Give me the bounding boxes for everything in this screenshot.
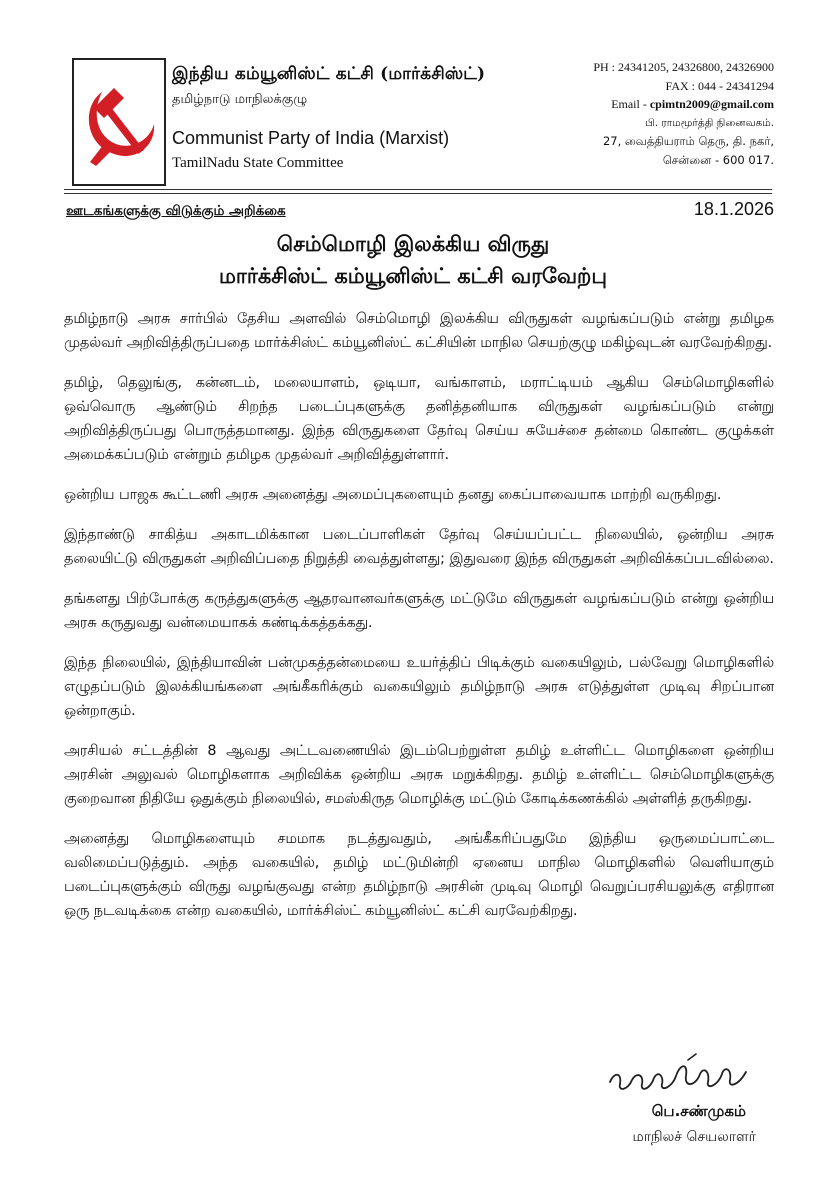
headline-line-2: மார்க்சிஸ்ட் கம்யூனிஸ்ட் கட்சி வரவேற்பு — [219, 264, 607, 288]
paragraph: தங்களது பிற்போக்கு கருத்துகளுக்கு ஆதரவானவர்களுக்கு மட்டுமே விருதுகள் வழங்கப்படும் என்று ஒன்றிய அரசு கருதுவது வன்மையாகக் கண்டிக்கத்தக்கது. — [64, 591, 774, 631]
handwritten-signature — [604, 1052, 754, 1104]
paragraph: ஒன்றிய பாஜக கூட்டணி அரசு அனைத்து அமைப்புகளையும் தனது கைப்பாவையாக மாற்றி வருகிறது. — [64, 487, 722, 503]
paragraph: இந்த நிலையில், இந்தியாவின் பன்முகத்தன்மையை உயர்த்திப் பிடிக்கும் வகையிலும், பல்வேறு மொழிகளில் எழுதப்படும் இலக்கியங்களை அங்கீகரிக்கும் வகையிலும் தமிழ்நாடு அரசு எடுத்துள்ள முடிவு சிறப்பான ஒன்றாகும். — [64, 655, 774, 719]
paragraph: அனைத்து மொழிகளையும் சமமாக நடத்துவதும், அங்கீகரிப்பதுமே இந்திய ஒருமைப்பாட்டை வலிமைப்படுத்தும். அந்த வகையில், தமிழ் மட்டுமின்றி ஏனைய மாநில மொழிகளில் வெளியாகும் படைப்புகளுக்கும் விருது வழங்குவது என்ற தமிழ்நாடு அரசின் முடிவு மொழி வெறுப்பரசியலுக்கு எதிரான ஒரு நடவடிக்கை என்ற வகையில், மார்க்சிஸ்ட் கம்யூனிஸ்ட் கட்சி வரவேற்கிறது. — [64, 831, 774, 919]
city-address: சென்னை - 600 017. — [662, 152, 774, 167]
phone-numbers: PH : 24341205, 24326800, 24326900 — [593, 60, 774, 74]
party-name-english: Communist Party of India (Marxist) — [172, 128, 450, 148]
contact-block — [593, 58, 774, 169]
email-line — [593, 95, 774, 114]
signer-name: பெ.சண்முகம் — [651, 1102, 746, 1120]
header-divider-top — [64, 189, 772, 190]
press-release-label: ஊடகங்களுக்கு விடுக்கும் அறிக்கை — [66, 203, 286, 219]
signer-designation: மாநிலச் செயலாளர் — [632, 1129, 756, 1145]
party-name-tamil: இந்திய கம்யூனிஸ்ட் கட்சி (மார்க்சிஸ்ட்) — [172, 64, 486, 84]
state-committee-english: TamilNadu State Committee — [172, 155, 344, 171]
state-committee-tamil: தமிழ்நாடு மாநிலக்குழு — [172, 92, 308, 107]
fax-number: FAX : 044 - 24341294 — [665, 78, 774, 93]
hammer-sickle-icon — [80, 78, 160, 170]
party-logo — [72, 58, 166, 186]
document-date: 18.1.2026 — [693, 199, 774, 219]
email-label: Email - — [611, 97, 650, 111]
statement-body — [64, 307, 774, 939]
paragraph: இந்தாண்டு சாகித்ய அகாடமிக்கான படைப்பாளிகள் தேர்வு செய்யப்பட்ட நிலையில், ஒன்றிய அரசு தலையிட்டு விருதுகள் அறிவிப்பதை நிறுத்தி வைத்துள்ளது; இதுவரை இந்த விருதுகள் அறிவிக்கப்படவில்லை. — [64, 527, 774, 567]
memorial-name: பி. ராமமூர்த்தி நினைவகம். — [645, 116, 774, 129]
header-divider-bottom — [64, 193, 772, 194]
paragraph: தமிழ்நாடு அரசு சார்பில் தேசிய அளவில் செம்மொழி இலக்கிய விருதுகள் வழங்கப்படும் என்று தமிழக முதல்வர் அறிவித்திருப்பதை மார்க்சிஸ்ட் கம்யூனிஸ்ட் கட்சியின் மாநில செயற்குழு மகிழ்வுடன் வரவேற்கிறது. — [64, 311, 774, 351]
email-address: cpimtn2009@gmail.com — [649, 97, 774, 111]
paragraph: அரசியல் சட்டத்தின் 8 ஆவது அட்டவணையில் இடம்பெற்றுள்ள தமிழ் உள்ளிட்ட மொழிகளை ஒன்றிய அரசின் அலுவல் மொழிகளாக அறிவிக்க ஒன்றிய அரசு மறுக்கிறது. தமிழ் உள்ளிட்ட செம்மொழிகளுக்கு குறைவான நிதியே ஒதுக்கும் நிலையில், சமஸ்கிருத மொழிக்கு மட்டும் கோடிக்கணக்கில் அள்ளித் தருகிறது. — [64, 743, 774, 807]
headline-line-1: செம்மொழி இலக்கிய விருது — [276, 232, 550, 256]
street-address: 27, வைத்தியராம் தெரு, தி. நகர், — [602, 134, 774, 148]
paragraph: தமிழ், தெலுங்கு, கன்னடம், மலையாளம், ஒடியா, வங்காளம், மராட்டியம் ஆகிய செம்மொழிகளில் ஒவ்வொரு ஆண்டும் சிறந்த படைப்புகளுக்கு தனித்தனியாக விருதுகள் வழங்கப்படும் என்று அறிவித்திருப்பது பொருத்தமானது. இந்த விருதுகளை தேர்வு செய்ய சுயேச்சை தன்மை கொண்ட குழுக்கள் அமைக்கப்படும் என்றும் தமிழக முதல்வர் அறிவித்துள்ளார். — [64, 375, 774, 463]
